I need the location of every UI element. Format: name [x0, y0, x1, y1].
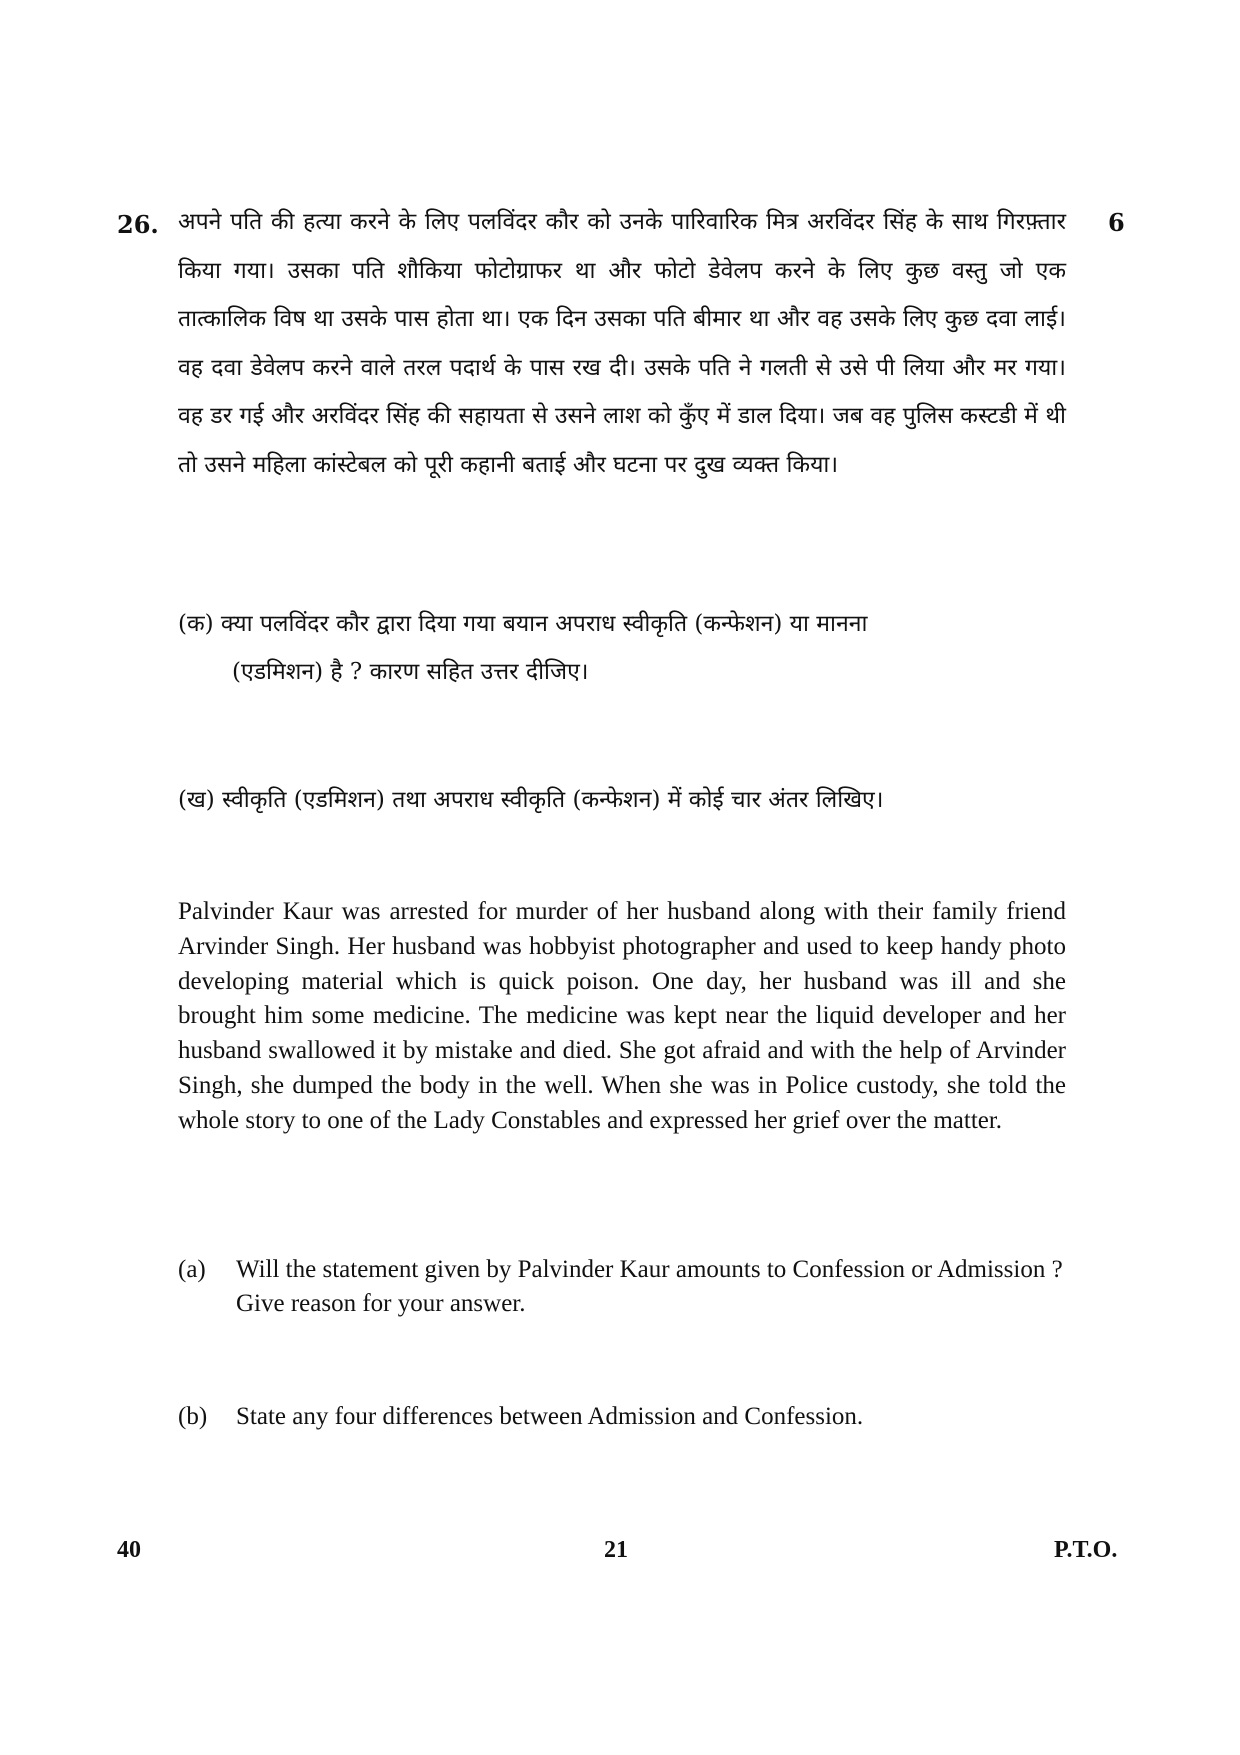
english-sub-question-a	[178, 1253, 1066, 1321]
hindi-sub-question-b: (ख) स्वीकृति (एडमिशन) तथा अपराध स्वीकृति (कन्फेशन) में कोई चार अंतर लिखिए।	[178, 787, 884, 813]
footer-paper-code: 40	[117, 1537, 141, 1563]
hindi-sub-a-line1: (क) क्या पलविंदर कौर द्वारा दिया गया बयान अपराध स्वीकृति (कन्फेशन) या मानना	[178, 611, 868, 637]
hindi-sub-question-a	[178, 600, 1066, 696]
english-sub-question-b	[178, 1400, 1066, 1434]
hindi-sub-a-line2: (एडमिशन) है ? कारण सहित उत्तर दीजिए।	[232, 659, 589, 685]
question-marks: 6	[1108, 208, 1125, 237]
footer-pto: P.T.O.	[1054, 1537, 1118, 1563]
english-sub-b-text: State any four differences between Admission and Confession.	[236, 1403, 864, 1430]
english-sub-a-text: Will the statement given by Palvinder Kaur amounts to Confession or Admission ? Give reason for your answer.	[236, 1256, 1063, 1317]
english-sub-a-label: (a)	[178, 1256, 206, 1283]
question-number: 26.	[117, 210, 159, 239]
english-sub-b-label: (b)	[178, 1403, 208, 1430]
footer-page-number: 21	[604, 1537, 628, 1563]
english-passage: Palvinder Kaur was arrested for murder of her husband along with their family friend Arvinder Singh. Her husband was hobbyist photographer and used to keep handy photo developing material which is quick poison. One day, her husband was ill and she brought him some medicine. The medicine was kept near the liquid developer and her husband swallowed it by mistake and died. She got afraid and with the help of Arvinder Singh, she dumped the body in the well. When she was in Police custody, she told the whole story to one of the Lady Constables and expressed her grief over the matter.	[178, 898, 1066, 1134]
hindi-passage: अपने पति की हत्या करने के लिए पलविंदर कौर को उनके पारिवारिक मित्र अरविंदर सिंह के साथ गिरफ़्तार किया गया। उसका पति शौकिया फोटोग्राफर था और फोटो डेवेलप करने के लिए कुछ वस्तु जो एक तात्कालिक विष था उसके पास होता था। एक दिन उसका पति बीमार था और वह उसके लिए कुछ दवा लाई। वह दवा डेवेलप करने वाले तरल पदार्थ के पास रख दी। उसके पति ने गलती से उसे पी लिया और मर गया। वह डर गई और अरविंदर सिंह की सहायता से उसने लाश को कुँए में डाल दिया। जब वह पुलिस कस्टडी में थी तो उसने महिला कांस्टेबल को पूरी कहानी बताई और घटना पर दुख व्यक्त किया।	[178, 209, 1066, 478]
